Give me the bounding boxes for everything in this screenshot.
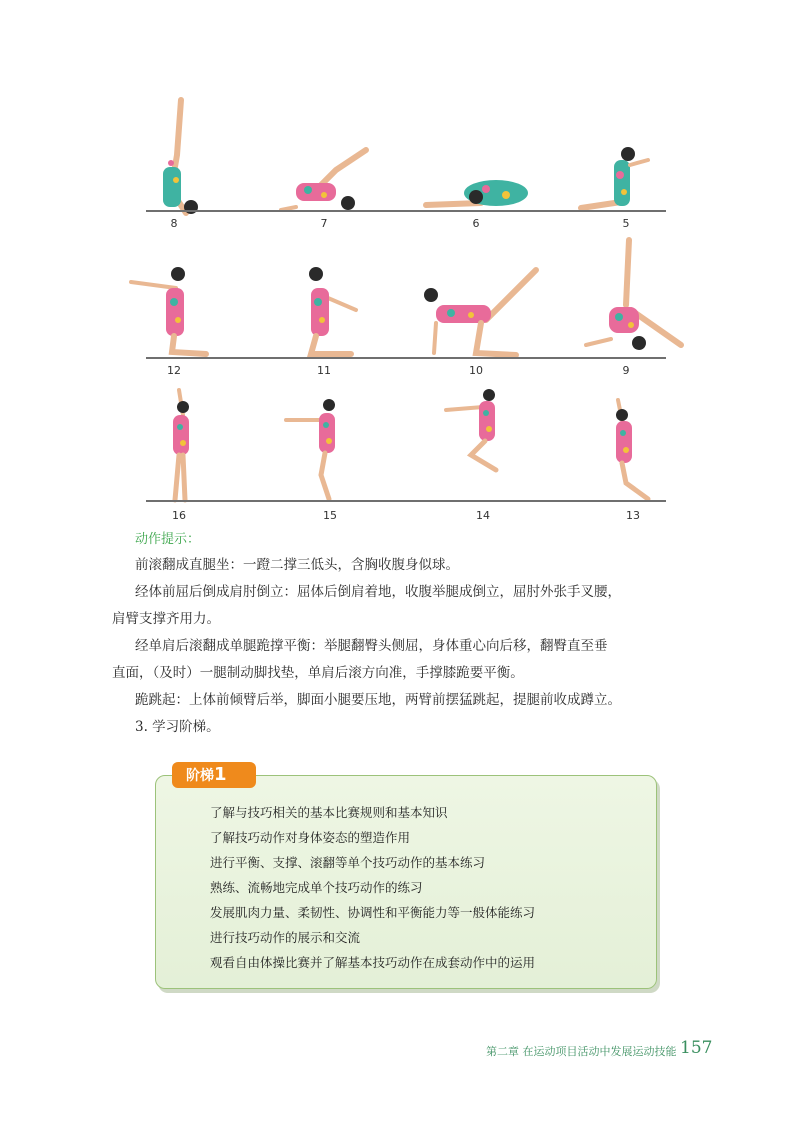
figure-number: 13 [626,509,640,522]
figure-number: 5 [622,217,630,230]
figure-number: 15 [323,509,337,522]
figure-row-3 [146,380,666,525]
tip-paragraph [112,579,712,633]
gymnast-figure-8 [151,95,211,215]
figure-number: 16 [172,509,186,522]
figure-number: 12 [167,364,181,377]
gymnast-figure-5 [576,140,656,215]
figure-number: 8 [170,217,178,230]
tip-text: 经体前屈后倒成肩肘倒立：屈体后倒肩着地，收腹举腿成倒立，屈肘外张手叉腰， [135,584,621,600]
tip-text: 3. 学习阶梯。 [135,719,220,735]
ladder-list [210,800,535,975]
section-heading [112,714,712,741]
figure-number: 10 [469,364,483,377]
figure-number: 11 [317,364,331,377]
tip-paragraph [112,552,712,579]
list-item: 了解与技巧相关的基本比赛规则和基本知识 [210,805,448,820]
gymnast-figure-10 [416,265,546,360]
gymnast-figure-14 [441,385,511,475]
figure-number: 14 [476,509,490,522]
ground-line [146,210,666,212]
figure-number: 9 [622,364,630,377]
tip-paragraph [112,687,712,714]
ladder-tab [172,762,256,788]
list-item: 发展肌肉力量、柔韧性、协调性和平衡能力等一般体能练习 [210,905,536,920]
tip-paragraph [112,633,712,687]
ground-line [146,500,666,502]
figure-row-1 [146,90,666,235]
gymnast-figure-13 [606,395,656,503]
ladder-tab-text: 阶梯 [186,768,214,784]
figure-number: 6 [472,217,480,230]
ground-line [146,357,666,359]
chapter-footer: 第二章 在运动项目活动中发展运动技能 [486,1045,677,1058]
gymnast-figure-12 [126,260,216,360]
list-item: 观看自由体操比赛并了解基本技巧动作在成套动作中的运用 [210,955,536,970]
figure-row-2 [146,235,666,380]
list-item: 进行技巧动作的展示和交流 [210,930,361,945]
gymnast-figure-11 [296,260,376,360]
tip-text: 经单肩后滚翻成单腿跪撑平衡：举腿翻臀头侧屈，身体重心向后移，翻臀直至垂 [135,638,608,654]
page-number: 157 [680,1038,713,1058]
gymnast-figure-9 [581,235,691,355]
tip-text: 跪跳起：上体前倾臂后举，脚面小腿要压地，两臂前摆猛跳起，提腿前收成蹲立。 [135,692,621,708]
figure-number: 7 [320,217,328,230]
gymnast-figure-6 [421,175,541,215]
gymnast-figure-15 [281,395,351,503]
gymnast-figure-16 [161,385,201,503]
tips-title: 动作提示： [135,532,201,547]
tip-text: 前滚翻成直腿坐：一蹬二撑三低头，含胸收腹身似球。 [135,557,459,573]
tip-text: 直面，（及时）一腿制动脚找垫，单肩后滚方向准，手撑膝跪要平衡。 [112,665,524,681]
list-item: 熟练、流畅地完成单个技巧动作的练习 [210,880,423,895]
ladder-tab-number: 1 [214,764,227,785]
list-item: 了解技巧动作对身体姿态的塑造作用 [210,830,411,845]
list-item: 进行平衡、支撑、滚翻等单个技巧动作的基本练习 [210,855,486,870]
gymnast-figure-7 [276,145,386,215]
tip-text: 肩臂支撑齐用力。 [112,611,220,627]
